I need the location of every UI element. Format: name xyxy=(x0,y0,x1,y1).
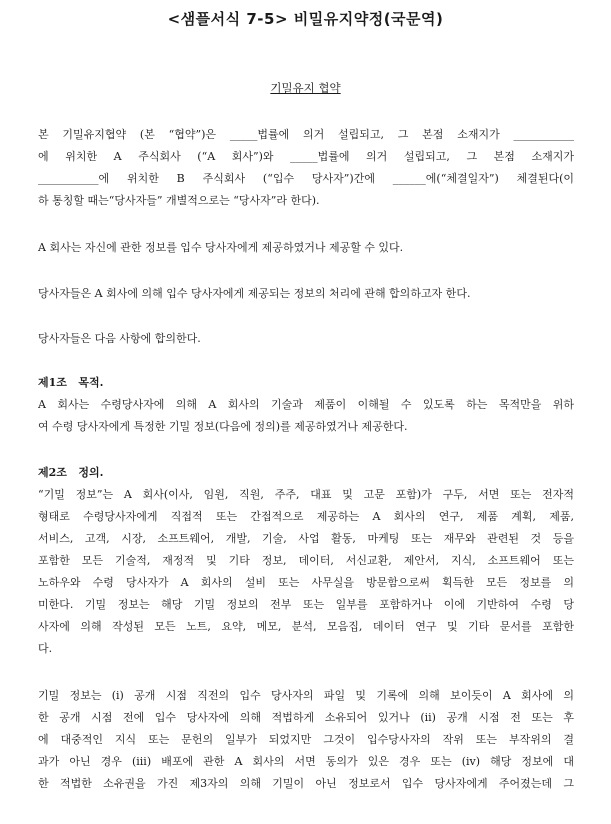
article-2-exclusions xyxy=(38,685,574,795)
article-2-line: 포함한 모든 기술적, 재정적 및 기타 정보, 데이터, 서신교환, 제안서, 지식, 소프트웨어 또는 xyxy=(38,554,574,567)
article-2-line: 사자에 의해 작성된 모든 노트, 요약, 메모, 분석, 모음집, 데이터 연구 및 기타 문서를 포함한 xyxy=(38,620,574,633)
agreement-subtitle: 기밀유지 협약 xyxy=(270,81,341,95)
disclosure-paragraph xyxy=(38,237,574,259)
intro-paragraph xyxy=(38,124,574,212)
agreement-line: 당사자들은 다음 사항에 합의한다. xyxy=(38,332,201,345)
agreement-paragraph xyxy=(38,328,574,350)
article-2 xyxy=(38,462,574,660)
exclusion-line: 과가 아닌 경우 (iii) 배포에 관한 A 회사의 서면 동의가 있은 경우 또는 (iv) 해당 정보에 대 xyxy=(38,755,574,768)
agreement-intent-line: 당사자들은 A 회사에 의해 입수 당사자에게 제공되는 정보의 처리에 관해 합의하고자 한다. xyxy=(38,287,471,300)
intro-line: 본 기밀유지협약 (본 “협약”)은 _____법률에 의거 설립되고, 그 본점 소재지가 ___________ xyxy=(38,128,574,141)
intro-line: 하 통칭할 때는“당사자들” 개별적으로는 “당사자”라 한다). xyxy=(38,194,320,207)
document-heading: <샘플서식 7-5> 비밀유지약정(국문역) xyxy=(167,10,444,28)
article-1-line: 여 수령 당사자에게 특정한 기밀 정보(다음에 정의)를 제공하였거나 제공한다. xyxy=(38,420,408,433)
article-2-line: 노하우와 수령 당사자가 A 회사의 설비 또는 사무실을 방문함으로써 획득한 모든 정보를 의 xyxy=(38,576,574,589)
article-1-line: A 회사는 수령당사자에 의해 A 회사의 기술과 제품이 이해될 수 있도록 하는 목적만을 위하 xyxy=(38,398,574,411)
exclusion-line: 한 적법한 소유권을 가진 제3자의 의해 기밀이 아닌 정보로서 입수 당사자에게 주어졌는데 그 xyxy=(38,777,574,790)
exclusion-line: 한 공개 시점 전에 입수 당사자에 의해 적법하게 소유되어 있거나 (ii) 공개 시점 전 또는 후 xyxy=(38,711,574,724)
article-2-line: 서비스, 고객, 시장, 소프트웨어, 개발, 기술, 사업 활동, 마케팅 또는 재무와 관련된 것 등을 xyxy=(38,532,574,545)
exclusion-line: 기밀 정보는 (i) 공개 시점 직전의 입수 당사자의 파일 및 기록에 의해 보이듯이 A 회사에 의 xyxy=(38,689,574,702)
exclusion-line: 에 대중적인 지식 또는 문헌의 일부가 되었지만 그것이 입수당사자의 작위 또는 부작위의 결 xyxy=(38,733,574,746)
article-2-line: 형태로 수령당사자에게 직접적 또는 간접적으로 제공하는 A 회사의 연구, 제품 계획, 제품, xyxy=(38,510,574,523)
intro-line: 에 위치한 A 주식회사 (“A 회사”)와 _____법률에 의거 설립되고, 그 본점 소재지가 xyxy=(38,150,574,163)
article-2-line: “기밀 정보”는 A 회사(이사, 임원, 직원, 주주, 대표 및 고문 포함)가 구두, 서면 또는 전자적 xyxy=(38,488,574,501)
article-2-line: 다. xyxy=(38,642,53,655)
article-1-title: 제1조 목적. xyxy=(38,376,104,389)
article-1 xyxy=(38,372,574,438)
agreement-intent-paragraph xyxy=(38,283,574,305)
intro-line: ___________에 위치한 B 주식회사 (“입수 당사자”)간에 ______에(“체결일자”) 체결된다(이 xyxy=(38,172,574,185)
disclosure-line: A 회사는 자신에 관한 정보를 입수 당사자에게 제공하였거나 제공할 수 있다. xyxy=(38,241,404,254)
article-2-title: 제2조 정의. xyxy=(38,466,104,479)
article-2-line: 미한다. 기밀 정보는 해당 기밀 정보의 전부 또는 일부를 포함하거나 이에 기반하여 수령 당 xyxy=(38,598,574,611)
